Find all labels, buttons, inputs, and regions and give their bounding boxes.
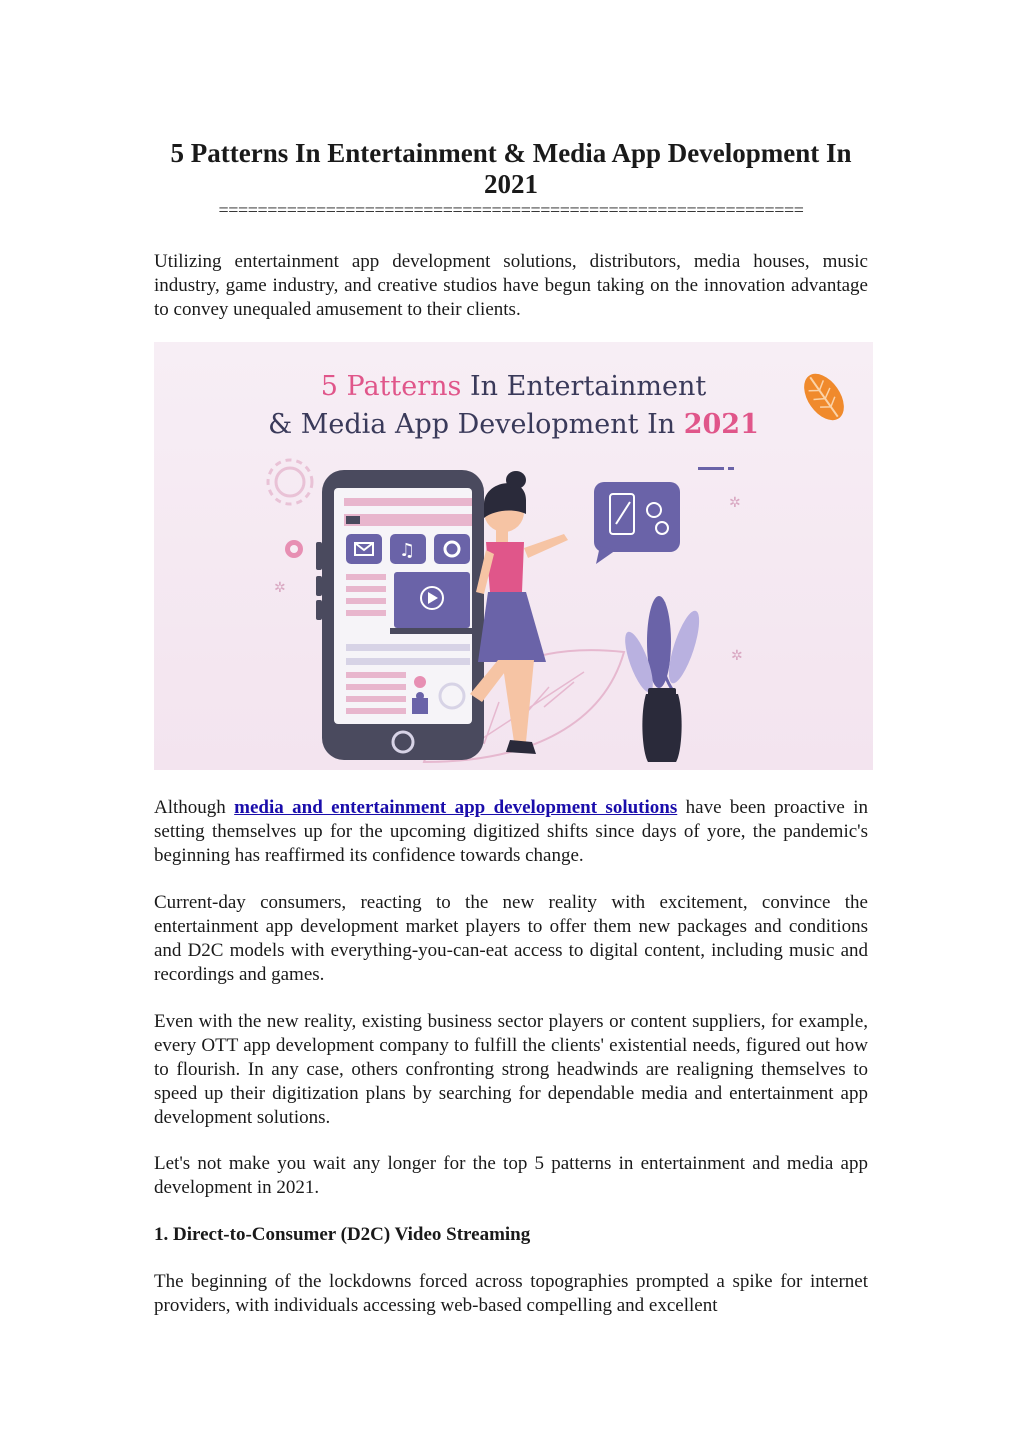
leaf-icon <box>796 367 852 428</box>
paragraph-text: Although <box>154 797 235 818</box>
hero-banner-image <box>154 342 873 770</box>
svg-text:✲: ✲ <box>274 580 286 596</box>
banner-illustration <box>154 342 873 770</box>
svg-text:✲: ✲ <box>729 495 741 511</box>
paragraph-new-reality: Even with the new reality, existing business sector players or content suppliers, for example, every OTT app development company to fulfill the clients' existential needs, figured out how to flourish. In any case, others confronting strong headwinds are realigning themselves to speed up their digitization plans by searching for dependable media and entertainment app development solutions. <box>154 1011 868 1128</box>
banner-title-line2-text: & Media App Development In <box>268 409 684 440</box>
paragraph-top-patterns: Let's not make you wait any longer for the top 5 patterns in entertainment and media app development in 2021. <box>154 1153 868 1198</box>
banner-title-line1-text: In Entertainment <box>461 371 707 402</box>
woman-illustration <box>470 471 568 754</box>
paragraph-solutions <box>154 796 868 868</box>
banner-title-year: 2021 <box>683 409 759 440</box>
speech-bubble-settings-icon <box>594 482 680 564</box>
page-title: 5 Patterns In Entertainment & Media App Development In 2021 <box>170 138 852 199</box>
gear-icon <box>414 676 426 688</box>
section-heading-d2c: 1. Direct-to-Consumer (D2C) Video Streaming <box>154 1224 531 1245</box>
potted-plant-illustration <box>620 596 706 762</box>
smartphone-illustration <box>316 470 484 760</box>
accent-dash <box>698 467 724 470</box>
gear-icon <box>285 540 303 558</box>
media-entertainment-solutions-link[interactable]: media and entertainment app development solutions <box>234 797 678 818</box>
svg-text:✲: ✲ <box>731 648 743 664</box>
paragraph-consumers: Current-day consumers, reacting to the new reality with excitement, convince the entertainment app development market players to offer them new packages and conditions and D2C models with everything-you-can-eat access to digital content, including music and recordings and games. <box>154 892 868 985</box>
banner-title-highlight: 5 Patterns <box>320 371 462 402</box>
paragraph-lockdowns: The beginning of the lockdowns forced across topographies prompted a spike for internet providers, with individuals accessing web-based compelling and excellent <box>154 1271 868 1316</box>
paragraph-text: have been proactive in setting themselves up for the upcoming digitized shifts since days of yore, the pandemic's beginning has reaffirmed its confidence towards change. <box>154 797 868 866</box>
intro-paragraph: Utilizing entertainment app development solutions, distributors, media houses, music industry, game industry, and creative studios have begun taking on the innovation advantage to convey unequaled amusement to their clients. <box>154 251 868 320</box>
title-underline-rule: ============================================================ <box>218 200 804 220</box>
svg-text:♫: ♫ <box>399 540 416 561</box>
